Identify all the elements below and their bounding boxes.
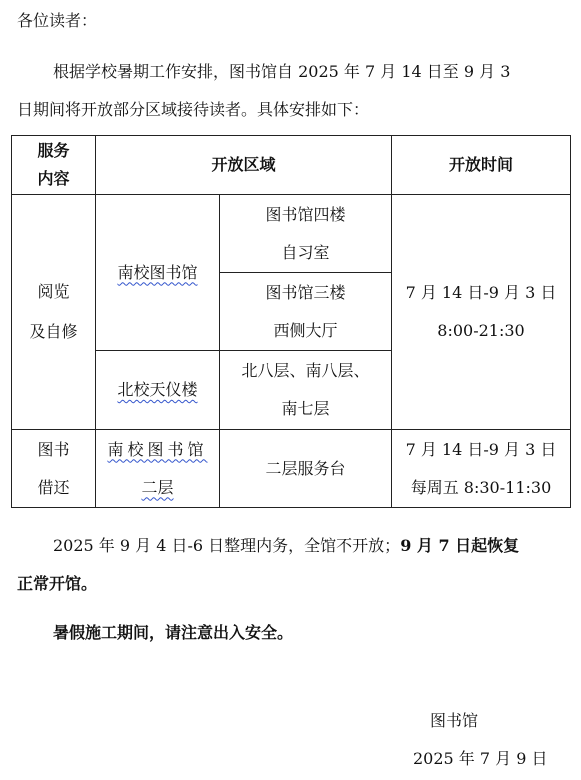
campus-north-label: 北校天仪楼 bbox=[117, 380, 198, 399]
header-area: 开放区域 bbox=[96, 136, 392, 195]
campus-lending-line2: 二层 bbox=[141, 477, 174, 497]
intro-line-1: 根据学校暑期工作安排，图书馆自 2025 年 7 月 14 日至 9 月 3 bbox=[53, 62, 511, 81]
area-third-floor bbox=[220, 273, 392, 351]
schedule-table bbox=[11, 135, 571, 508]
closure-line-2: 正常开馆。 bbox=[17, 574, 98, 593]
service-lending-line2: 借还 bbox=[37, 477, 70, 497]
service-reading-line2: 及自修 bbox=[29, 322, 78, 341]
time-reading-line1: 7 月 14 日-9 月 3 日 bbox=[405, 283, 557, 302]
closure-line-1 bbox=[53, 535, 519, 557]
area-fourth-floor-line1: 图书馆四楼 bbox=[265, 204, 346, 224]
intro-line-2: 日期间将开放部分区域接待读者。具体安排如下： bbox=[17, 100, 370, 119]
service-reading bbox=[12, 195, 96, 430]
campus-south-library bbox=[96, 195, 220, 351]
signature-org: 图书馆 bbox=[430, 711, 479, 730]
greeting: 各位读者： bbox=[17, 11, 98, 30]
reopen-notice: 9 月 7 日起恢复 bbox=[400, 536, 520, 555]
area-fourth-floor bbox=[220, 195, 392, 273]
header-time: 开放时间 bbox=[392, 136, 571, 195]
time-reading bbox=[392, 195, 571, 430]
campus-north-building bbox=[96, 351, 220, 430]
area-north-floors bbox=[220, 351, 392, 430]
service-lending-line1: 图书 bbox=[37, 439, 70, 459]
campus-lending-line1: 南校图书馆 bbox=[107, 439, 208, 459]
service-lending bbox=[12, 430, 96, 508]
safety-notice: 暑假施工期间，请注意出入安全。 bbox=[53, 623, 294, 642]
area-third-floor-line2: 西侧大厅 bbox=[273, 320, 338, 340]
header-service bbox=[12, 136, 96, 195]
area-service-desk: 二层服务台 bbox=[220, 430, 392, 508]
time-reading-line2: 8:00-21:30 bbox=[437, 321, 525, 340]
area-north-floors-line2: 南七层 bbox=[281, 399, 330, 418]
area-fourth-floor-line2: 自习室 bbox=[281, 242, 330, 262]
area-north-floors-line1: 北八层、南八层、 bbox=[241, 361, 370, 380]
time-lending-line2: 每周五 8:30-11:30 bbox=[410, 477, 552, 497]
closure-notice: 2025 年 9 月 4 日-6 日整理内务，全馆不开放； bbox=[53, 536, 401, 555]
campus-south-label: 南校图书馆 bbox=[117, 262, 198, 282]
header-service-line2: 内容 bbox=[37, 169, 70, 188]
time-lending-line1: 7 月 14 日-9 月 3 日 bbox=[405, 439, 557, 459]
service-reading-line1: 阅览 bbox=[37, 282, 70, 301]
header-service-line1: 服务 bbox=[37, 141, 70, 160]
signature-date: 2025 年 7 月 9 日 bbox=[413, 749, 548, 768]
time-lending bbox=[392, 430, 571, 508]
area-third-floor-line1: 图书馆三楼 bbox=[265, 282, 346, 302]
campus-lending bbox=[96, 430, 220, 508]
